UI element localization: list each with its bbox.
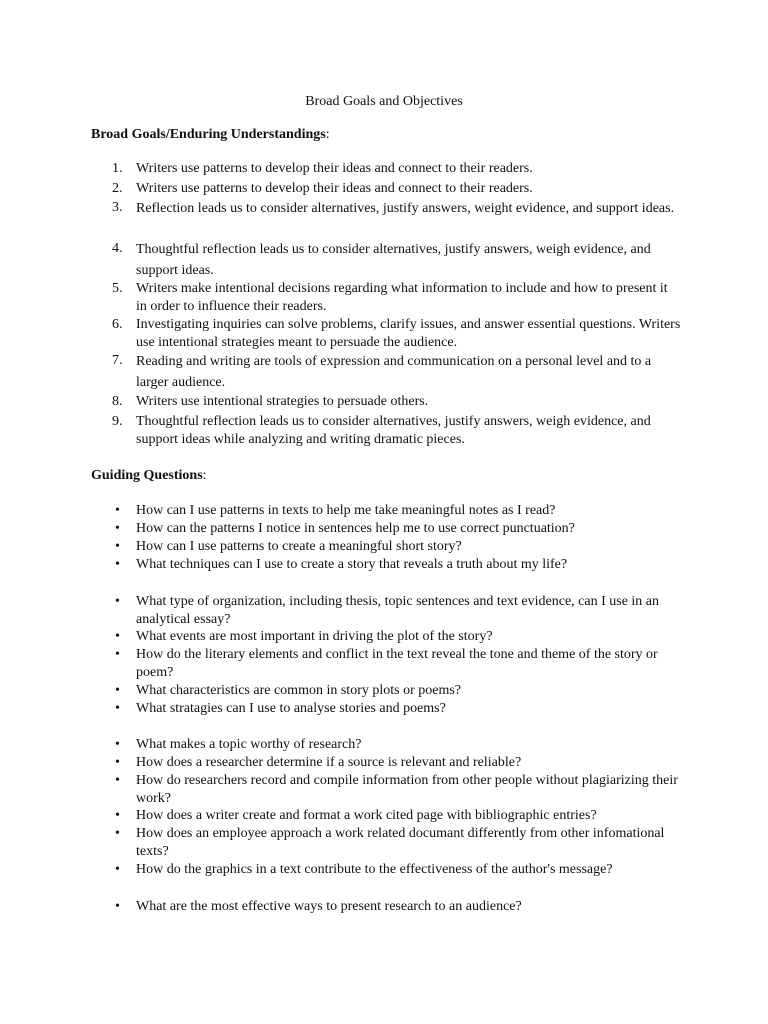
question-text: How can I use patterns in texts to help me take meaningful notes as I read? [136, 503, 556, 518]
goal-number: 3. [112, 200, 123, 215]
question-text: How does a writer create and format a work cited page with bibliographic entries? [136, 808, 597, 823]
question-text: How does an employee approach a work related documant differently from other infomational texts? [136, 826, 665, 859]
bullet-icon: • [115, 647, 120, 662]
question-text: What makes a topic worthy of research? [136, 737, 362, 752]
goal-number: 2. [112, 181, 123, 196]
bullet-icon: • [115, 755, 120, 770]
questions-heading-label: Guiding Questions [91, 468, 203, 483]
question-text: How do the graphics in a text contribute to the effectiveness of the author's message? [136, 862, 613, 877]
question-text: How can I use patterns to create a meaningful short story? [136, 539, 462, 554]
question-text: What techniques can I use to create a story that reveals a truth about my life? [136, 557, 568, 572]
bullet-icon: • [115, 629, 120, 644]
question-text: What are the most effective ways to present research to an audience? [136, 899, 522, 914]
goal-text: Thoughtful reflection leads us to consider alternatives, justify answers, weigh evidence, and support ideas while analyzing and writing dramatic pieces. [136, 414, 651, 447]
bullet-icon: • [115, 808, 120, 823]
question-text: How do the literary elements and conflict in the text reveal the tone and theme of the story or poem? [136, 647, 658, 680]
question-text: What events are most important in driving the plot of the story? [136, 629, 493, 644]
questions-heading [91, 467, 207, 485]
question-text: How can the patterns I notice in sentences help me to use correct punctuation? [136, 521, 575, 536]
goal-text: Reading and writing are tools of expression and communication on a personal level and to a larger audience. [136, 354, 652, 390]
bullet-icon: • [115, 737, 120, 752]
bullet-icon: • [115, 539, 120, 554]
bullet-icon: • [115, 862, 120, 877]
question-text: What stratagies can I use to analyse stories and poems? [136, 701, 446, 716]
goal-text: Thoughtful reflection leads us to consider alternatives, justify answers, weigh evidence, and support ideas. [136, 242, 651, 278]
bullet-icon: • [115, 826, 120, 841]
goal-number: 1. [112, 161, 123, 176]
goal-number: 7. [112, 353, 123, 368]
goal-number: 4. [112, 241, 123, 256]
goal-text: Investigating inquiries can solve problems, clarify issues, and answer essential questions. Writers use intentional strategies meant to persuade the audience. [136, 317, 681, 350]
goal-number: 9. [112, 414, 123, 429]
bullet-icon: • [115, 503, 120, 518]
goals-heading-suffix: : [325, 127, 330, 142]
goal-text: Reflection leads us to consider alternatives, justify answers, weight evidence, and support ideas. [136, 201, 675, 216]
question-text: How do researchers record and compile information from other people without plagiarizing their work? [136, 773, 678, 806]
question-text: What type of organization, including thesis, topic sentences and text evidence, can I use in an analytical essay? [136, 594, 660, 627]
bullet-icon: • [115, 701, 120, 716]
goal-text: Writers make intentional decisions regarding what information to include and how to present it in order to influence their readers. [136, 281, 668, 314]
question-text: How does a researcher determine if a source is relevant and reliable? [136, 755, 522, 770]
goal-text: Writers use intentional strategies to persuade others. [136, 394, 429, 409]
bullet-icon: • [115, 899, 120, 914]
goal-text: Writers use patterns to develop their ideas and connect to their readers. [136, 161, 533, 176]
bullet-icon: • [115, 521, 120, 536]
bullet-icon: • [115, 594, 120, 609]
goal-text: Writers use patterns to develop their ideas and connect to their readers. [136, 181, 533, 196]
goals-heading-label: Broad Goals/Enduring Understandings [91, 127, 326, 142]
questions-heading-suffix: : [202, 468, 207, 483]
goals-heading [91, 126, 330, 144]
goal-number: 5. [112, 281, 123, 296]
bullet-icon: • [115, 683, 120, 698]
bullet-icon: • [115, 773, 120, 788]
goal-number: 8. [112, 394, 123, 409]
question-text: What characteristics are common in story plots or poems? [136, 683, 462, 698]
page-title: Broad Goals and Objectives [305, 94, 463, 109]
bullet-icon: • [115, 557, 120, 572]
goal-number: 6. [112, 317, 123, 332]
